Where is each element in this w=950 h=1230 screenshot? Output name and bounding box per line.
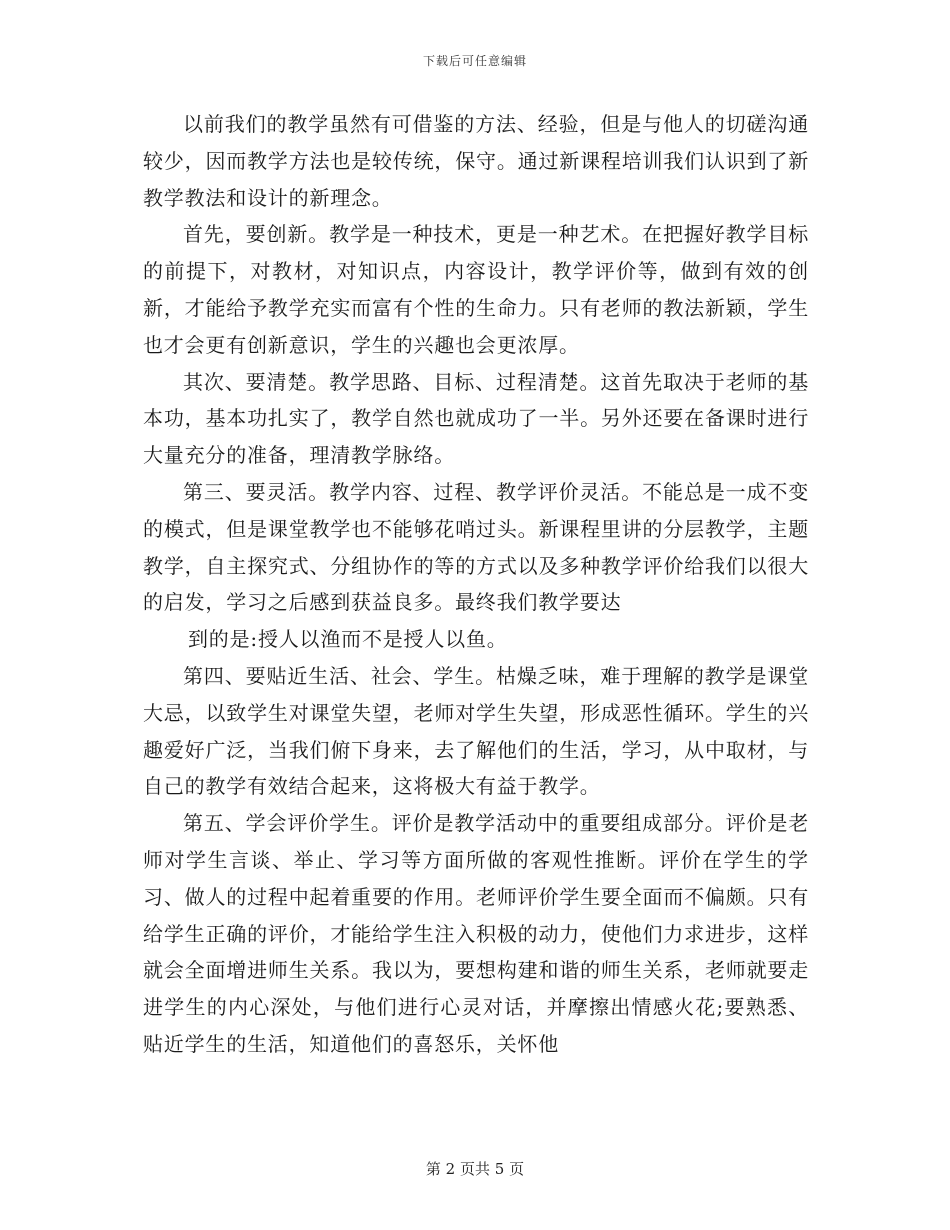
page-header: 下载后可任意编辑: [422, 54, 527, 68]
paragraph-close-to-life: 第四、要贴近生活、社会、学生。枯燥乏味，难于理解的教学是课堂大忌，以致学生对课堂失望，老师对学生失望，形成恶性循环。学生的兴趣爱好广泛，当我们俯下身来，去了解他们的生活，学习，从中取材，与自己的教学有效结合起来，这将极大有益于教学。: [143, 663, 809, 799]
document-body: [143, 106, 809, 1063]
page-number-footer: 第 2 页共 5 页: [425, 1160, 525, 1178]
paragraph-flexibility: 第三、要灵活。教学内容、过程、教学评价灵活。不能总是一成不变的模式，但是课堂教学也不能够花哨过头。新课程里讲的分层教学，主题教学，自主探究式、分组协作的等的方式以及多种教学评价给我们以很大的启发，学习之后感到获益良多。最终我们教学要达: [143, 479, 809, 615]
paragraph-evaluation: 第五、学会评价学生。评价是教学活动中的重要组成部分。评价是老师对学生言谈、举止、学习等方面所做的客观性推断。评价在学生的学习、做人的过程中起着重要的作用。老师评价学生要全面而不偏颇。只有给学生正确的评价，才能给学生注入积极的动力，使他们力求进步，这样就会全面增进师生关系。我以为，要想构建和谐的师生关系，老师就要走进学生的内心深处，与他们进行心灵对话，并摩擦出情感火花;要熟悉、贴近学生的生活，知道他们的喜怒乐，关怀他: [143, 811, 809, 1056]
paragraph-clarity: 其次、要清楚。教学思路、目标、过程清楚。这首先取决于老师的基本功，基本功扎实了，教学自然也就成功了一半。另外还要在备课时进行大量充分的准备，理清教学脉络。: [143, 369, 809, 468]
paragraph-flexibility-continued: 到的是:授人以渔而不是授人以鱼。: [188, 627, 508, 652]
paragraph-innovation: 首先，要创新。教学是一种技术，更是一种艺术。在把握好教学目标的前提下，对教材，对知识点，内容设计，教学评价等，做到有效的创新，才能给予教学充实而富有个性的生命力。只有老师的教法新颖，学生也才会更有创新意识，学生的兴趣也会更浓厚。: [143, 222, 809, 357]
paragraph-intro: 以前我们的教学虽然有可借鉴的方法、经验，但是与他人的切磋沟通较少，因而教学方法也是较传统，保守。通过新课程培训我们认识到了新教学教法和设计的新理念。: [143, 112, 809, 210]
